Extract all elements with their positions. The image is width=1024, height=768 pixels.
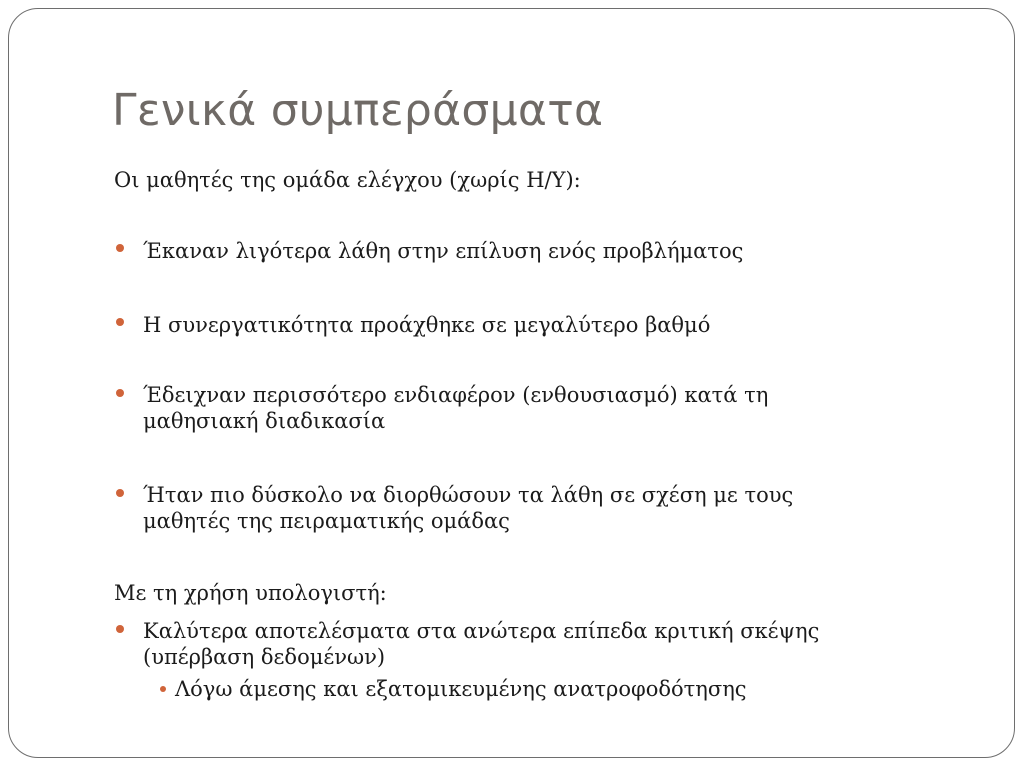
control-group-heading: Οι μαθητές της ομάδα ελέγχου (χωρίς Η/Υ): bbox=[114, 168, 581, 192]
bullet-icon bbox=[116, 489, 124, 497]
computer-item-line-2: (υπέρβαση δεδομένων) bbox=[143, 645, 386, 669]
computer-group-heading: Με τη χρήση υπολογιστή: bbox=[114, 581, 387, 605]
control-item-3-line-2: μαθησιακή διαδικασία bbox=[143, 409, 386, 433]
computer-subitem: Λόγω άμεσης και εξατομικευμένης ανατροφοδότησης bbox=[175, 677, 747, 701]
control-item-4-line-1: Ήταν πιο δύσκολο να διορθώσουν τα λάθη σε σχέση με τους bbox=[143, 483, 794, 507]
control-item-2: Η συνεργατικότητα προάχθηκε σε μεγαλύτερο βαθμό bbox=[143, 313, 711, 337]
control-item-1: Έκαναν λιγότερα λάθη στην επίλυση ενός προβλήματος bbox=[143, 239, 744, 263]
bullet-icon bbox=[116, 625, 124, 633]
computer-item-line-1: Καλύτερα αποτελέσματα στα ανώτερα επίπεδα κριτική σκέψης bbox=[143, 619, 820, 643]
control-item-3-line-1: Έδειχναν περισσότερο ενδιαφέρον (ενθουσιασμό) κατά τη bbox=[143, 383, 769, 407]
bullet-icon bbox=[160, 686, 166, 692]
bullet-icon bbox=[116, 318, 124, 326]
bullet-icon bbox=[116, 244, 124, 252]
bullet-icon bbox=[116, 389, 124, 397]
slide-title: Γενικά συμπεράσματα bbox=[112, 85, 604, 136]
control-item-4-line-2: μαθητές της πειραματικής ομάδας bbox=[143, 509, 510, 533]
